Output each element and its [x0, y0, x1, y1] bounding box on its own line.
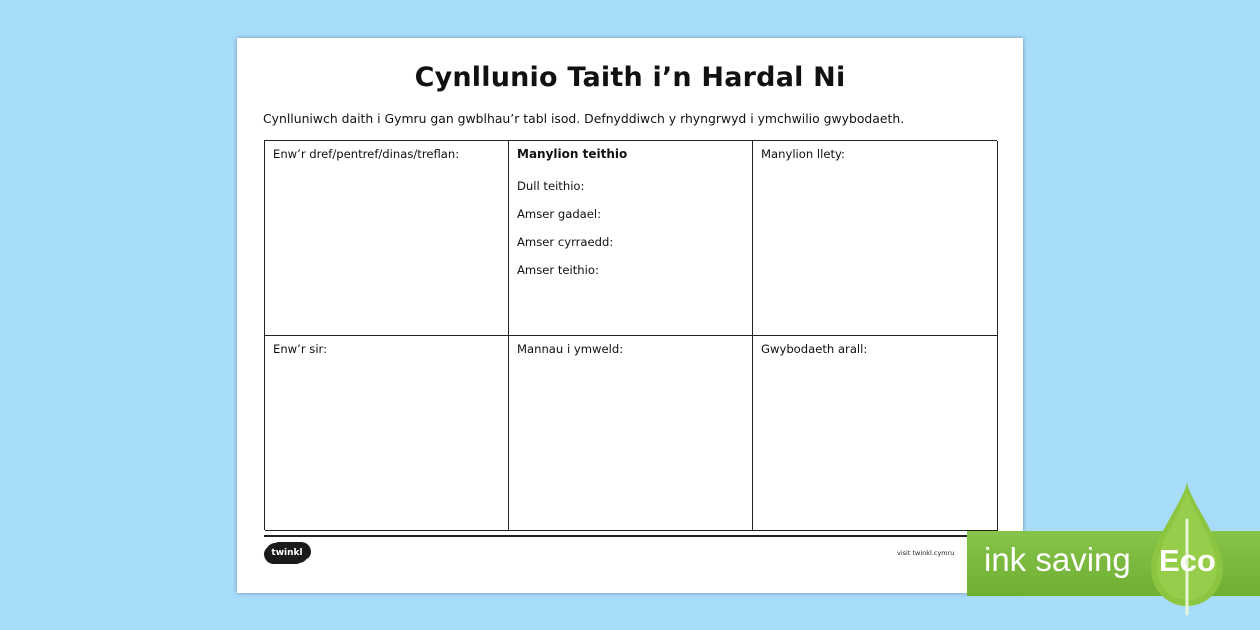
eco-label: Eco — [1159, 543, 1216, 578]
footer-divider — [264, 535, 997, 537]
worksheet-instructions: Cynlluniwch daith i Gymru gan gwblhau’r tabl isod. Defnyddiwch y rhyngrwyd i ymchwilio gwybodaeth. — [263, 111, 905, 126]
arrival-time-label: Amser cyrraedd: — [517, 235, 614, 249]
cell-town-name[interactable] — [265, 141, 509, 336]
cell-places-to-visit-label: Mannau i ymweld: — [517, 342, 624, 356]
departure-time-label: Amser gadael: — [517, 207, 602, 221]
visit-link-text: visit twinkl.cymru — [897, 549, 955, 557]
cell-county-label: Enw’r sir: — [273, 342, 328, 356]
cell-town-name-label: Enw’r dref/pentref/dinas/treflan: — [273, 147, 460, 161]
cell-county[interactable] — [265, 336, 509, 531]
cell-accommodation[interactable] — [753, 141, 998, 336]
cell-travel-details-heading: Manylion teithio — [517, 147, 628, 161]
travel-time-label: Amser teithio: — [517, 263, 599, 277]
cell-other-info-label: Gwybodaeth arall: — [761, 342, 868, 356]
cell-places-to-visit[interactable] — [509, 336, 753, 531]
twinkl-logo: twinkl — [266, 543, 308, 563]
cell-travel-details[interactable] — [509, 141, 753, 336]
cell-other-info[interactable] — [753, 336, 998, 531]
travel-method-label: Dull teithio: — [517, 179, 585, 193]
cell-accommodation-label: Manylion llety: — [761, 147, 845, 161]
planning-table — [264, 140, 997, 530]
worksheet-title: Cynllunio Taith i’n Hardal Ni — [414, 62, 846, 93]
worksheet-page — [237, 38, 1023, 593]
ink-saving-label: ink saving — [984, 541, 1131, 578]
